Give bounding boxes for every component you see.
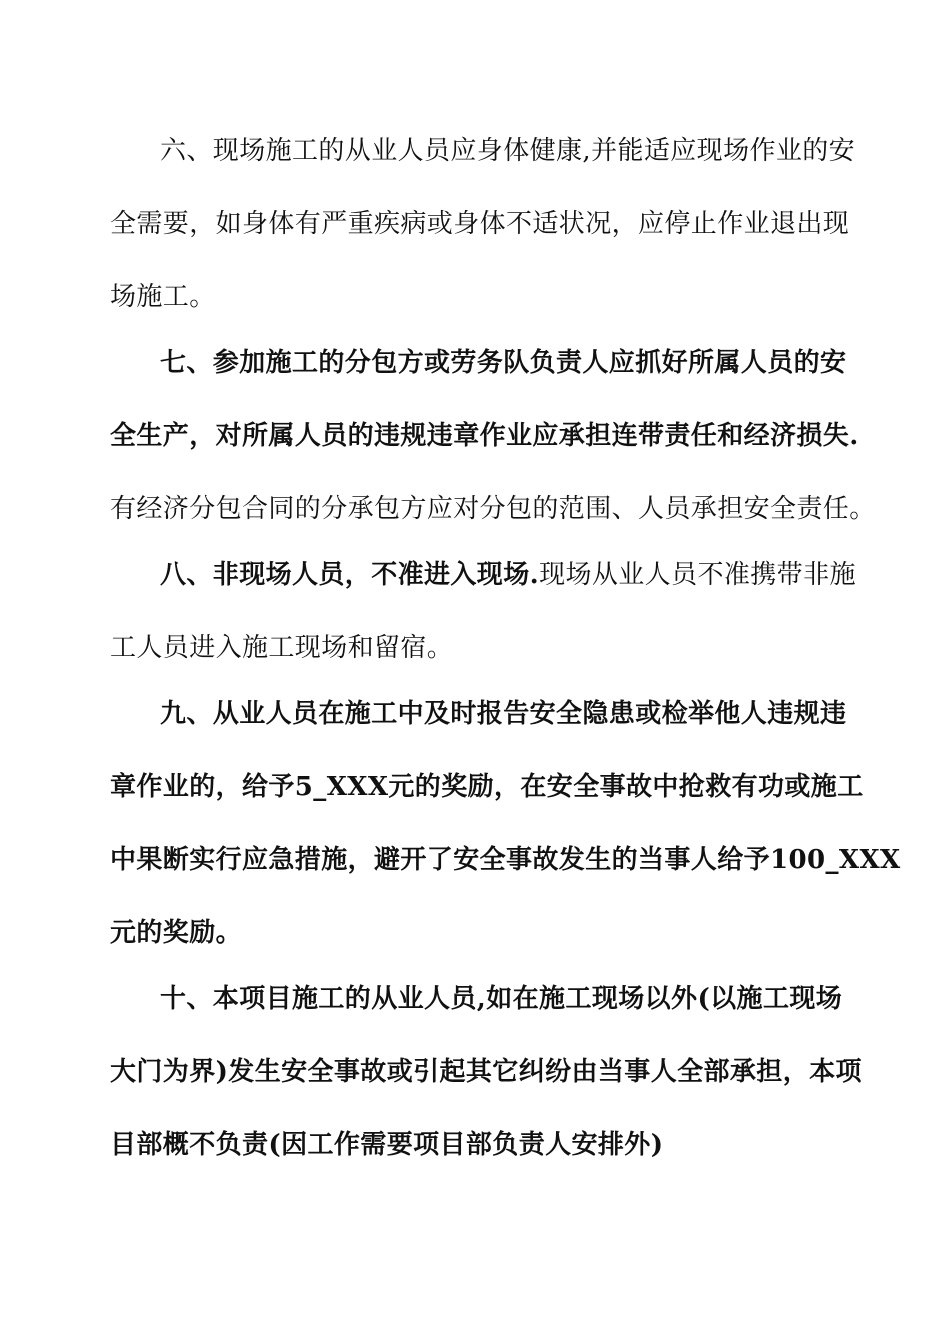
clause-7-line-1: 七、参加施工的分包方或劳务队负责人应抓好所属人员的安 bbox=[160, 348, 847, 378]
clause-10-line-3: 目部概不负责(因工作需要项目部负责人安排外) bbox=[110, 1130, 664, 1160]
clause-8-regular-text: 现场从业人员不准携带非施 bbox=[539, 560, 856, 590]
clause-6-line-2: 全需要，如身体有严重疾病或身体不适状况，应停止作业退出现 bbox=[110, 209, 850, 239]
clause-7-line-3: 有经济分包合同的分承包方应对分包的范围、人员承担安全责任。 bbox=[110, 494, 876, 524]
clause-10-line-1: 十、本项目施工的从业人员,如在施工现场以外(以施工现场 bbox=[160, 984, 843, 1014]
clause-6-line-3: 场施工。 bbox=[110, 282, 216, 312]
clause-10-line-2: 大门为界)发生安全事故或引起其它纠纷由当事人全部承担，本项 bbox=[110, 1057, 862, 1087]
clause-8-line-2: 工人员进入施工现场和留宿。 bbox=[110, 633, 454, 663]
clause-7-line-2: 全生产，对所属人员的违规违章作业应承担连带责任和经济损失. bbox=[110, 421, 859, 451]
clause-9-line-2: 章作业的，给予5_XXX元的奖励，在安全事故中抢救有功或施工 bbox=[110, 772, 864, 802]
clause-9-line-4: 元的奖励。 bbox=[110, 918, 243, 948]
clause-6-line-1: 六、现场施工的从业人员应身体健康,并能适应现场作业的安 bbox=[160, 136, 856, 166]
clause-9-line-1: 九、从业人员在施工中及时报告安全隐患或检举他人违规违 bbox=[160, 699, 847, 729]
clause-8-bold-text: 八、非现场人员，不准进入现场. bbox=[160, 560, 540, 590]
clause-9-line-3: 中果断实行应急措施，避开了安全事故发生的当事人给予100_XXX bbox=[110, 845, 901, 875]
clause-8-line-1 bbox=[160, 558, 856, 592]
